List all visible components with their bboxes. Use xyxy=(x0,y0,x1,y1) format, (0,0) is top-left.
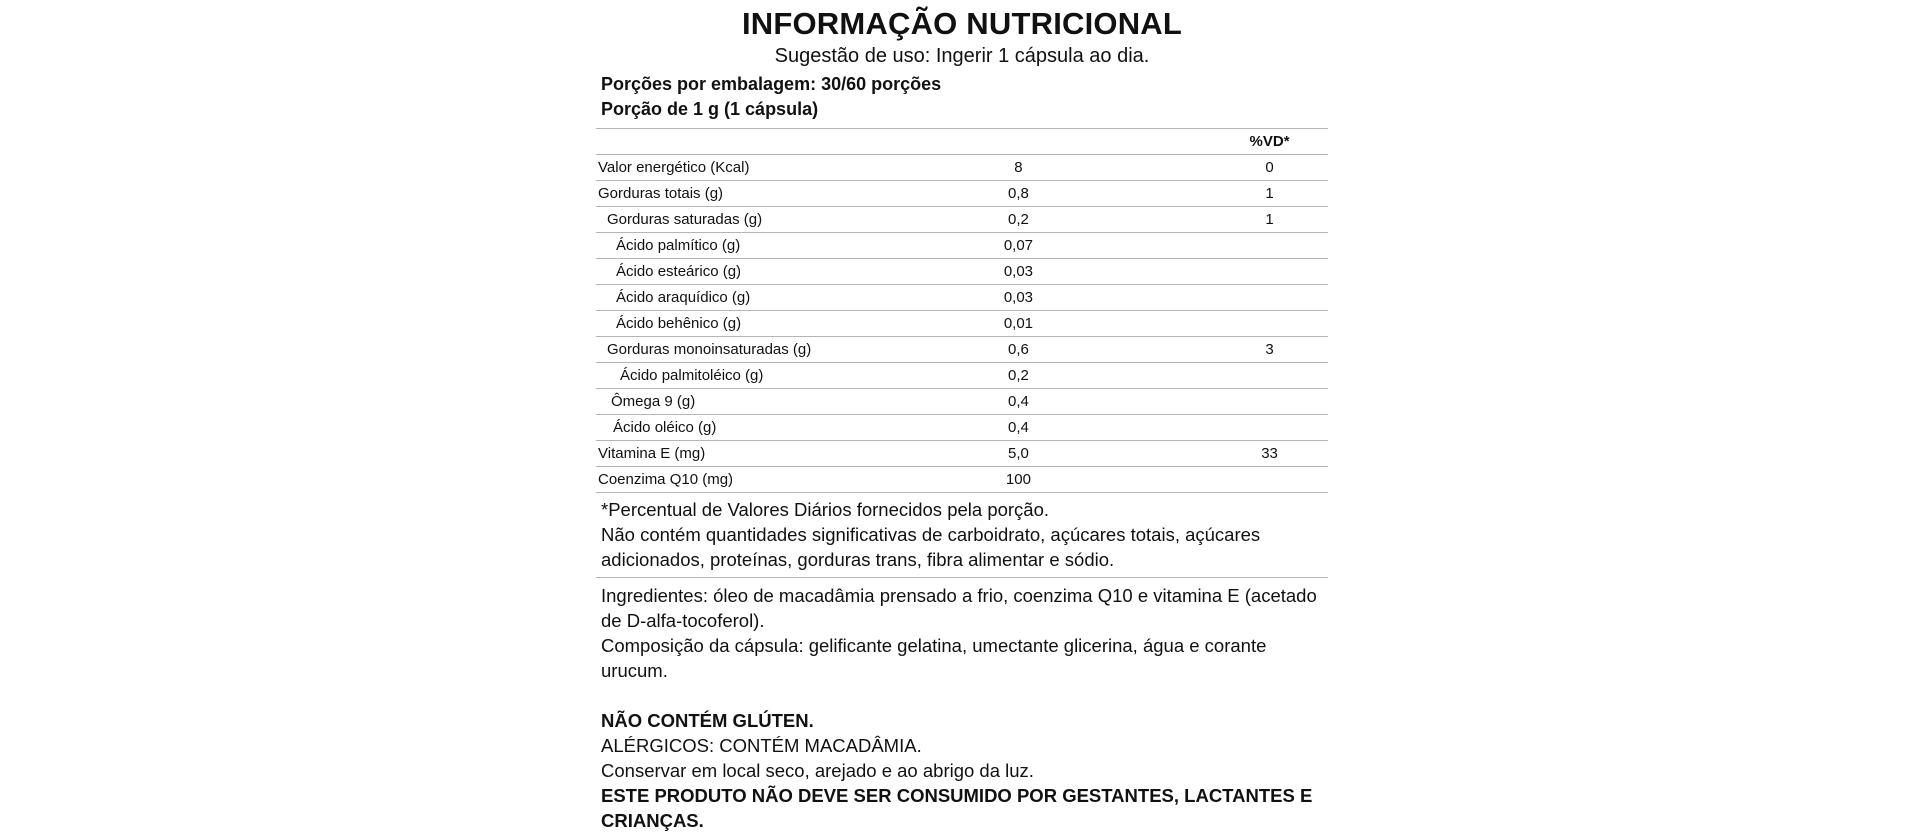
table-row xyxy=(596,207,1328,233)
not-significant-note: Não contém quantidades significativas de carboidrato, açúcares totais, açúcares adicionados, proteínas, gorduras trans, fibra alimentar e sódio. xyxy=(601,524,1261,570)
nutrient-vd: 1 xyxy=(1211,207,1328,233)
nutrient-name: Gorduras monoinsaturadas (g) xyxy=(596,337,979,363)
nutrient-value: 0,01 xyxy=(979,311,1057,337)
table-row xyxy=(596,155,1328,181)
footnotes xyxy=(596,493,1328,577)
nutrient-vd: 1 xyxy=(1211,181,1328,207)
table-row xyxy=(596,181,1328,207)
nutrient-vd: 33 xyxy=(1211,441,1328,467)
nutrient-value: 0,07 xyxy=(979,233,1057,259)
nutrient-vd xyxy=(1211,415,1328,441)
nutrient-name: Ácido palmítico (g) xyxy=(596,233,979,259)
nutrient-value: 0,2 xyxy=(979,363,1057,389)
nutrient-name: Gorduras totais (g) xyxy=(596,181,979,207)
nutrient-value: 0,2 xyxy=(979,207,1057,233)
nutrient-value: 5,0 xyxy=(979,441,1057,467)
allergen-notice: ALÉRGICOS: CONTÉM MACADÂMIA. xyxy=(601,735,922,756)
table-row xyxy=(596,233,1328,259)
usage-suggestion: Sugestão de uso: Ingerir 1 cápsula ao dia. xyxy=(774,45,1150,67)
nutrient-name: Valor energético (Kcal) xyxy=(596,155,979,181)
nutrient-value: 0,6 xyxy=(979,337,1057,363)
nutrient-name: Ácido esteárico (g) xyxy=(596,259,979,285)
table-row xyxy=(596,259,1328,285)
nutrient-name: Coenzima Q10 (mg) xyxy=(596,467,979,493)
product-info xyxy=(596,578,1328,833)
table-row xyxy=(596,285,1328,311)
nutrient-vd xyxy=(1211,259,1328,285)
nutrient-name: Ômega 9 (g) xyxy=(596,389,979,415)
nutrient-value: 0,03 xyxy=(979,285,1057,311)
page-title: INFORMAÇÃO NUTRICIONAL xyxy=(741,6,1183,41)
nutrient-name: Vitamina E (mg) xyxy=(596,441,979,467)
table-row xyxy=(596,441,1328,467)
nutrition-label xyxy=(596,0,1328,833)
nutrient-name: Ácido palmitoléico (g) xyxy=(596,363,979,389)
gluten-notice: NÃO CONTÉM GLÚTEN. xyxy=(601,710,814,731)
nutrient-name: Ácido oléico (g) xyxy=(596,415,979,441)
storage-notice: Conservar em local seco, arejado e ao abrigo da luz. xyxy=(601,760,1034,781)
nutrient-value: 0,4 xyxy=(979,389,1057,415)
nutrient-vd xyxy=(1211,285,1328,311)
nutrition-table xyxy=(596,128,1328,493)
nutrient-vd xyxy=(1211,363,1328,389)
nutrient-value: 0,8 xyxy=(979,181,1057,207)
nutrient-name: Ácido araquídico (g) xyxy=(596,285,979,311)
capsule-composition: Composição da cápsula: gelificante gelatina, umectante glicerina, água e corante urucum. xyxy=(601,635,1267,681)
servings-per-package: Porções por embalagem: 30/60 porções xyxy=(601,74,942,94)
nutrient-value: 8 xyxy=(979,155,1057,181)
vd-footnote: *Percentual de Valores Diários fornecidos pela porção. xyxy=(601,499,1050,520)
nutrient-vd: 3 xyxy=(1211,337,1328,363)
table-row xyxy=(596,337,1328,363)
table-row xyxy=(596,415,1328,441)
nutrient-value: 0,4 xyxy=(979,415,1057,441)
table-row xyxy=(596,311,1328,337)
nutrient-vd xyxy=(1211,311,1328,337)
vd-header: %VD* xyxy=(1211,129,1328,155)
nutrient-vd xyxy=(1211,467,1328,493)
table-row xyxy=(596,363,1328,389)
nutrient-vd xyxy=(1211,233,1328,259)
ingredients: Ingredientes: óleo de macadâmia prensado a frio, coenzima Q10 e vitamina E (acetado de D-alfa-tocoferol). xyxy=(601,585,1317,631)
table-row xyxy=(596,467,1328,493)
table-header-row xyxy=(596,129,1328,155)
nutrient-name: Ácido behênico (g) xyxy=(596,311,979,337)
nutrient-vd: 0 xyxy=(1211,155,1328,181)
nutrient-value: 100 xyxy=(979,467,1057,493)
table-row xyxy=(596,389,1328,415)
serving-size: Porção de 1 g (1 cápsula) xyxy=(601,99,819,119)
warning-notice: ESTE PRODUTO NÃO DEVE SER CONSUMIDO POR GESTANTES, LACTANTES E CRIANÇAS. xyxy=(601,785,1313,831)
nutrient-vd xyxy=(1211,389,1328,415)
nutrient-value: 0,03 xyxy=(979,259,1057,285)
nutrient-name: Gorduras saturadas (g) xyxy=(596,207,979,233)
